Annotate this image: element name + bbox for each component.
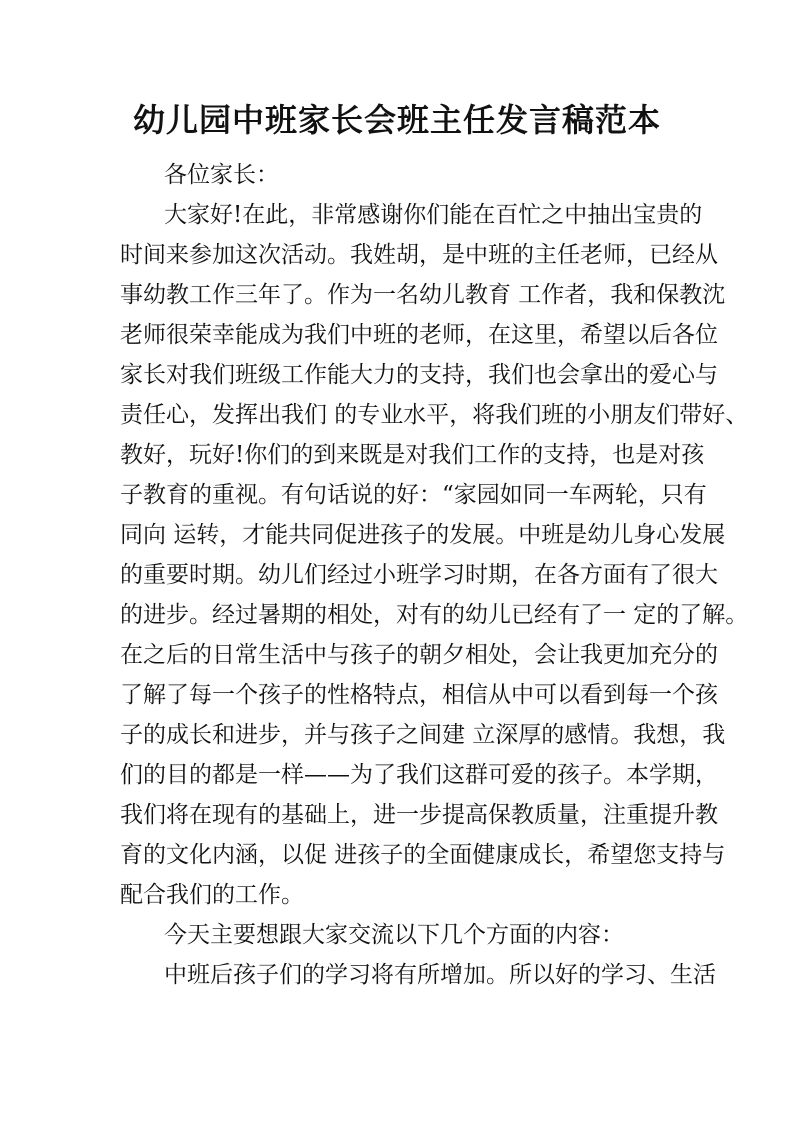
body-line: 同向 运转，才能共同促进孩子的发展。中班是幼儿身心发展 xyxy=(120,522,726,548)
body-line: 配合我们的工作。 xyxy=(120,882,304,908)
body-line: 事幼教工作三年了。作为一名幼儿教育 工作者，我和保教沈 xyxy=(120,282,726,308)
body-line: 家长对我们班级工作能大力的支持，我们也会拿出的爱心与 xyxy=(120,362,718,388)
body-line: 大家好!在此，非常感谢你们能在百忙之中抽出宝贵的 xyxy=(164,202,703,228)
body-line: 子教育的重视。有句话说的好：“家园如同一车两轮，只有 xyxy=(120,482,707,508)
section-intro-line: 今天主要想跟大家交流以下几个方面的内容： xyxy=(164,922,624,948)
body-line: 我们将在现有的基础上，进一步提高保教质量，注重提升教 xyxy=(120,802,718,828)
body-line: 中班后孩子们的学习将有所增加。所以好的学习、生活 xyxy=(164,962,716,988)
body-line: 子的成长和进步，并与孩子之间建 立深厚的感情。我想，我 xyxy=(120,722,726,748)
body-line: 了解了每一个孩子的性格特点，相信从中可以看到每一个孩 xyxy=(120,682,718,708)
document-title: 幼儿园中班家长会班主任发言稿范本 xyxy=(132,101,661,139)
body-line: 老师很荣幸能成为我们中班的老师，在这里，希望以后各位 xyxy=(120,322,718,348)
body-line: 的进步。经过暑期的相处，对有的幼儿已经有了一 定的了解。 xyxy=(120,602,749,628)
body-line: 的重要时期。幼儿们经过小班学习时期，在各方面有了很大 xyxy=(120,562,718,588)
body-line: 责任心，发挥出我们 的专业水平，将我们班的小朋友们带好、 xyxy=(120,402,749,428)
salutation-line: 各位家长： xyxy=(164,162,279,188)
body-line: 们的目的都是一样——为了我们这群可爱的孩子。本学期， xyxy=(120,762,718,788)
body-line: 育的文化内涵，以促 进孩子的全面健康成长，希望您支持与 xyxy=(120,842,726,868)
body-line: 教好，玩好!你们的到来既是对我们工作的支持，也是对孩 xyxy=(120,442,705,468)
body-line: 时间来参加这次活动。我姓胡，是中班的主任老师，已经从 xyxy=(120,242,718,268)
body-line: 在之后的日常生活中与孩子的朝夕相处，会让我更加充分的 xyxy=(120,642,718,668)
